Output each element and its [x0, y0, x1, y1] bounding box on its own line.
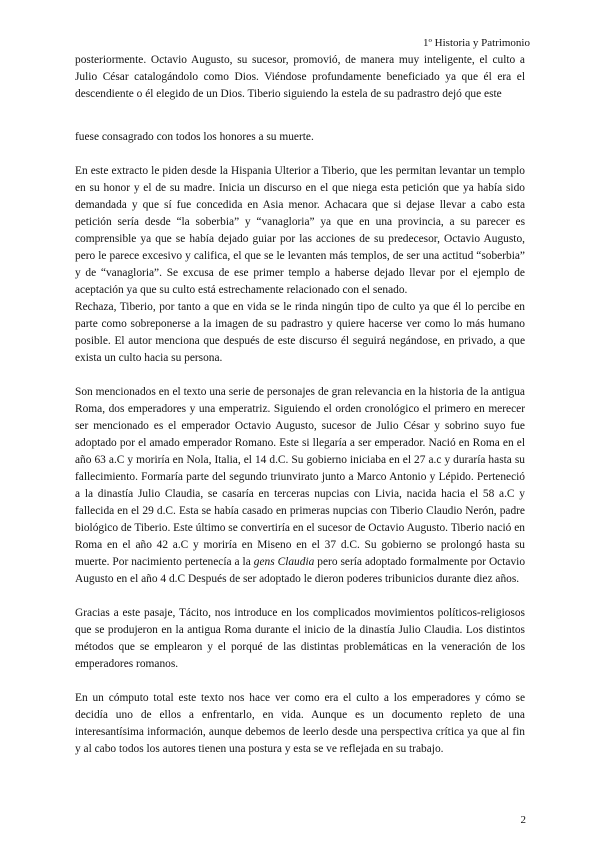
- spacer: [75, 103, 525, 129]
- paragraph-4: Rechaza, Tiberio, por tanto a que en vida se le rinda ningún tipo de culto ya que él lo percibe en parte como sobreponerse a la imagen de su padrastro y quiere hacerse ver como lo más humano posible. El autor menciona que después de este discurso él seguirá negándose, en privado, a que exista un culto hacia su persona.: [75, 301, 525, 364]
- spacer: [75, 367, 525, 384]
- document-body: [75, 52, 525, 758]
- paragraph-5-part-1: Son mencionados en el texto una serie de personajes de gran relevancia en la historia de la antigua Roma, dos emperadores y una emperatriz. Siguiendo el orden cronológico el primero en merecer ser mencionado es el emperador Octavio Augusto, sucesor de Julio César y sobrino suyo fue adoptado por el amado emperador Romano. Este si llegaría a ser emperador. Nació en Roma en el año 63 a.C y moriría en Nola, Italia, el 14 d.C. Su gobierno iniciaba en el 27 a.c y duraría hasta su fallecimiento. Formaría parte del segundo triunvirato junto a Marco Antonio y Lépido. Perteneció a la dinastía Julio Claudia, se casaría en terceras nupcias con Livia, nacida hacia el 58 a.C y fallecida en el 29 d.C. Esta se había casado en primeras nupcias con Tiberio Claudio Nerón, padre biológico de Tiberio. Este último se convertiría en el sucesor de Octavio Augusto. Tiberio nació en Roma en el año 42 a.C y moriría en Miseno en el 37 d.C. Su gobierno se prolongó hasta su muerte. Por nacimiento pertenecía a la: [75, 386, 525, 568]
- paragraph-2: fuese consagrado con todos los honores a su muerte.: [75, 131, 314, 143]
- paragraph-7: En un cómputo total este texto nos hace ver como era el culto a los emperadores y cómo se decidía uno de ellos a enfrentarlo, en vida. Aunque es un documento repleto de una interesantísima información, aunque debemos de leerlo desde una perspectiva crítica ya que al fin y al cabo todos los autores tienen una postura y esta se ve reflejada en su trabajo.: [75, 692, 525, 755]
- paragraph-5: [75, 384, 525, 588]
- paragraph-6: Gracias a este pasaje, Tácito, nos introduce en los complicados movimientos políticos-religiosos que se produjeron en la antigua Roma durante el inicio de la dinastía Julio Claudia. Los distintos métodos que se emplearon y el porqué de las distintas problemáticas en la veneración de los emperadores romanos.: [75, 607, 525, 670]
- page-number: 2: [520, 814, 526, 826]
- page-header: 1º Historia y Patrimonio: [423, 37, 530, 49]
- spacer: [75, 588, 525, 605]
- spacer: [75, 673, 525, 690]
- paragraph-3: En este extracto le piden desde la Hispania Ulterior a Tiberio, que les permitan levantar un templo en su honor y el de su madre. Inicia un discurso en el que niega esta petición que ya había sido demandada y que sí fue concedida en Asia menor. Achacara que si dejase llevar a cabo esta petición sería desde “la soberbia” y “vanagloria” ya que en una provincia, a su parecer es comprensible ya que se había dejado guiar por las acciones de su predecesor, Octavio Augusto, pero le parece excesivo y califica, el que se le levanten más templos, de ser una actitud “soberbia” y de “vanagloria”. Se excusa de ese primer templo a haberse dejado llevar por el ejemplo de aceptación ya que su culto está estrechamente relacionado con el senado.: [75, 165, 525, 296]
- paragraph-1: posteriormente. Octavio Augusto, su sucesor, promovió, de manera muy inteligente, el culto a Julio César catalogándolo como Dios. Viéndose profundamente beneficiado ya que él era el descendiente o él elegido de un Dios. Tiberio siguiendo la estela de su padrastro dejó que este: [75, 54, 525, 100]
- gens-claudia-italic: gens Claudia: [253, 556, 315, 568]
- spacer: [75, 146, 525, 163]
- paragraph-5-part-2: pero sería adoptado formalmente por Octavio Augusto en el año 4 d.C Después de ser adoptado le dieron poderes tribunicios durante diez años.: [75, 556, 526, 585]
